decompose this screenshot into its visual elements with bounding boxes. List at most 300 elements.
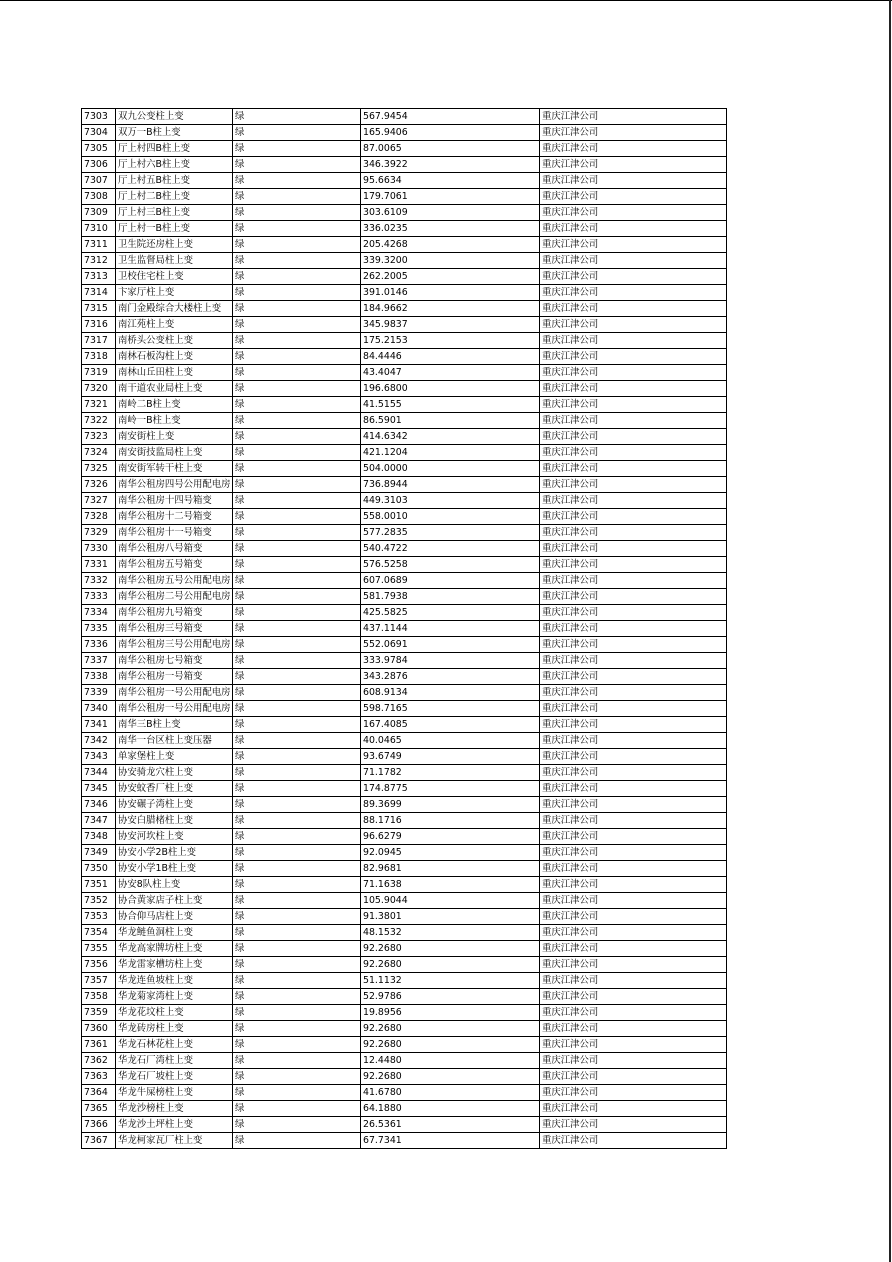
table-row (82, 829, 727, 845)
cell-company: 重庆江津公司 (540, 1053, 727, 1069)
table-row (82, 1133, 727, 1149)
cell-id: 7305 (82, 141, 116, 157)
cell-id: 7345 (82, 781, 116, 797)
cell-name: 华龙连鱼坡柱上变 (116, 973, 233, 989)
cell-company: 重庆江津公司 (540, 493, 727, 509)
cell-company: 重庆江津公司 (540, 925, 727, 941)
cell-name: 厅上村三B柱上变 (116, 205, 233, 221)
cell-company: 重庆江津公司 (540, 269, 727, 285)
cell-value: 87.0065 (361, 141, 540, 157)
cell-company: 重庆江津公司 (540, 1101, 727, 1117)
cell-id: 7308 (82, 189, 116, 205)
cell-color: 绿 (233, 141, 361, 157)
cell-id: 7334 (82, 605, 116, 621)
cell-id: 7325 (82, 461, 116, 477)
cell-value: 504.0000 (361, 461, 540, 477)
cell-id: 7339 (82, 685, 116, 701)
cell-name: 南安街技监局柱上变 (116, 445, 233, 461)
cell-name: 南桥头公变柱上变 (116, 333, 233, 349)
cell-name: 厅上村一B柱上变 (116, 221, 233, 237)
cell-value: 196.6800 (361, 381, 540, 397)
cell-color: 绿 (233, 1085, 361, 1101)
cell-value: 333.9784 (361, 653, 540, 669)
cell-company: 重庆江津公司 (540, 749, 727, 765)
cell-company: 重庆江津公司 (540, 109, 727, 125)
cell-company: 重庆江津公司 (540, 253, 727, 269)
cell-id: 7329 (82, 525, 116, 541)
cell-color: 绿 (233, 237, 361, 253)
cell-name: 协安小学1B柱上变 (116, 861, 233, 877)
page-right-border (889, 0, 891, 1262)
table-row (82, 557, 727, 573)
table-row (82, 765, 727, 781)
cell-name: 双万一B柱上变 (116, 125, 233, 141)
cell-name: 南华公租房十二号箱变 (116, 509, 233, 525)
cell-value: 91.3801 (361, 909, 540, 925)
cell-value: 51.1132 (361, 973, 540, 989)
cell-color: 绿 (233, 749, 361, 765)
cell-color: 绿 (233, 829, 361, 845)
cell-id: 7347 (82, 813, 116, 829)
cell-company: 重庆江津公司 (540, 877, 727, 893)
table-row (82, 909, 727, 925)
cell-value: 449.3103 (361, 493, 540, 509)
cell-name: 协安骑龙穴柱上变 (116, 765, 233, 781)
cell-color: 绿 (233, 605, 361, 621)
cell-value: 41.6780 (361, 1085, 540, 1101)
cell-color: 绿 (233, 669, 361, 685)
cell-value: 92.2680 (361, 941, 540, 957)
cell-id: 7309 (82, 205, 116, 221)
table-row (82, 141, 727, 157)
cell-id: 7333 (82, 589, 116, 605)
table-row (82, 125, 727, 141)
cell-value: 581.7938 (361, 589, 540, 605)
cell-value: 52.9786 (361, 989, 540, 1005)
table-row (82, 1069, 727, 1085)
cell-company: 重庆江津公司 (540, 1133, 727, 1149)
table-row (82, 669, 727, 685)
cell-color: 绿 (233, 1101, 361, 1117)
cell-name: 卫校住宅柱上变 (116, 269, 233, 285)
cell-color: 绿 (233, 365, 361, 381)
cell-value: 577.2835 (361, 525, 540, 541)
cell-color: 绿 (233, 269, 361, 285)
table-row (82, 957, 727, 973)
cell-company: 重庆江津公司 (540, 141, 727, 157)
cell-id: 7322 (82, 413, 116, 429)
cell-name: 南华公租房五号箱变 (116, 557, 233, 573)
cell-id: 7349 (82, 845, 116, 861)
cell-color: 绿 (233, 1053, 361, 1069)
cell-name: 南华公租房一号公用配电房 (116, 701, 233, 717)
table-row (82, 973, 727, 989)
cell-name: 卞家厅柱上变 (116, 285, 233, 301)
cell-value: 92.0945 (361, 845, 540, 861)
table-row (82, 685, 727, 701)
cell-company: 重庆江津公司 (540, 941, 727, 957)
cell-value: 345.9837 (361, 317, 540, 333)
cell-company: 重庆江津公司 (540, 173, 727, 189)
cell-color: 绿 (233, 125, 361, 141)
cell-id: 7303 (82, 109, 116, 125)
cell-color: 绿 (233, 477, 361, 493)
cell-company: 重庆江津公司 (540, 973, 727, 989)
cell-company: 重庆江津公司 (540, 637, 727, 653)
cell-name: 华龙柯家瓦厂柱上变 (116, 1133, 233, 1149)
cell-company: 重庆江津公司 (540, 653, 727, 669)
cell-name: 南林石板沟柱上变 (116, 349, 233, 365)
cell-name: 华龙高家牌坊柱上变 (116, 941, 233, 957)
table-row (82, 813, 727, 829)
cell-value: 552.0691 (361, 637, 540, 653)
cell-color: 绿 (233, 765, 361, 781)
cell-name: 华龙砖房柱上变 (116, 1021, 233, 1037)
cell-company: 重庆江津公司 (540, 781, 727, 797)
cell-name: 华龙雷家槽坊柱上变 (116, 957, 233, 973)
cell-company: 重庆江津公司 (540, 477, 727, 493)
cell-value: 336.0235 (361, 221, 540, 237)
cell-id: 7363 (82, 1069, 116, 1085)
cell-color: 绿 (233, 349, 361, 365)
cell-company: 重庆江津公司 (540, 861, 727, 877)
cell-id: 7343 (82, 749, 116, 765)
cell-id: 7358 (82, 989, 116, 1005)
cell-company: 重庆江津公司 (540, 605, 727, 621)
cell-id: 7304 (82, 125, 116, 141)
cell-value: 86.5901 (361, 413, 540, 429)
cell-name: 南华公租房九号箱变 (116, 605, 233, 621)
cell-id: 7353 (82, 909, 116, 925)
cell-color: 绿 (233, 317, 361, 333)
cell-id: 7328 (82, 509, 116, 525)
cell-id: 7307 (82, 173, 116, 189)
cell-name: 厅上村六B柱上变 (116, 157, 233, 173)
cell-name: 华龙菊家湾柱上变 (116, 989, 233, 1005)
cell-color: 绿 (233, 493, 361, 509)
cell-id: 7340 (82, 701, 116, 717)
cell-company: 重庆江津公司 (540, 397, 727, 413)
cell-value: 179.7061 (361, 189, 540, 205)
cell-company: 重庆江津公司 (540, 509, 727, 525)
cell-color: 绿 (233, 861, 361, 877)
cell-color: 绿 (233, 621, 361, 637)
table-row (82, 637, 727, 653)
table-row (82, 781, 727, 797)
cell-company: 重庆江津公司 (540, 573, 727, 589)
cell-value: 82.9681 (361, 861, 540, 877)
cell-color: 绿 (233, 893, 361, 909)
cell-name: 南江苑柱上变 (116, 317, 233, 333)
cell-id: 7330 (82, 541, 116, 557)
table-row (82, 429, 727, 445)
cell-name: 南华公租房三号箱变 (116, 621, 233, 637)
cell-id: 7346 (82, 797, 116, 813)
cell-company: 重庆江津公司 (540, 733, 727, 749)
cell-company: 重庆江津公司 (540, 957, 727, 973)
table-row (82, 109, 727, 125)
cell-company: 重庆江津公司 (540, 669, 727, 685)
cell-name: 南华公租房三号公用配电房 (116, 637, 233, 653)
cell-company: 重庆江津公司 (540, 429, 727, 445)
cell-name: 华龙沙榜柱上变 (116, 1101, 233, 1117)
cell-name: 南华公租房五号公用配电房 (116, 573, 233, 589)
table-row (82, 589, 727, 605)
cell-company: 重庆江津公司 (540, 701, 727, 717)
table-row (82, 541, 727, 557)
cell-company: 重庆江津公司 (540, 525, 727, 541)
cell-company: 重庆江津公司 (540, 1117, 727, 1133)
cell-color: 绿 (233, 509, 361, 525)
cell-company: 重庆江津公司 (540, 1037, 727, 1053)
cell-id: 7310 (82, 221, 116, 237)
table-row (82, 717, 727, 733)
cell-id: 7332 (82, 573, 116, 589)
cell-color: 绿 (233, 989, 361, 1005)
cell-value: 105.9044 (361, 893, 540, 909)
cell-value: 303.6109 (361, 205, 540, 221)
cell-value: 89.3699 (361, 797, 540, 813)
cell-value: 88.1716 (361, 813, 540, 829)
cell-value: 96.6279 (361, 829, 540, 845)
cell-name: 华龙石林花柱上变 (116, 1037, 233, 1053)
cell-name: 双九公变柱上变 (116, 109, 233, 125)
cell-color: 绿 (233, 781, 361, 797)
cell-name: 协安8队柱上变 (116, 877, 233, 893)
cell-color: 绿 (233, 413, 361, 429)
cell-id: 7314 (82, 285, 116, 301)
cell-company: 重庆江津公司 (540, 685, 727, 701)
table-row (82, 1053, 727, 1069)
cell-name: 协安碾子湾柱上变 (116, 797, 233, 813)
cell-company: 重庆江津公司 (540, 845, 727, 861)
table-row (82, 237, 727, 253)
cell-value: 262.2005 (361, 269, 540, 285)
table-row (82, 701, 727, 717)
table-row (82, 1117, 727, 1133)
cell-name: 南岭二B柱上变 (116, 397, 233, 413)
table-row (82, 861, 727, 877)
cell-company: 重庆江津公司 (540, 317, 727, 333)
table-row (82, 157, 727, 173)
cell-value: 41.5155 (361, 397, 540, 413)
table-row (82, 173, 727, 189)
table-row (82, 445, 727, 461)
cell-company: 重庆江津公司 (540, 333, 727, 349)
cell-value: 339.3200 (361, 253, 540, 269)
cell-value: 92.2680 (361, 1037, 540, 1053)
cell-company: 重庆江津公司 (540, 285, 727, 301)
cell-value: 84.4446 (361, 349, 540, 365)
cell-id: 7361 (82, 1037, 116, 1053)
cell-company: 重庆江津公司 (540, 541, 727, 557)
cell-id: 7359 (82, 1005, 116, 1021)
cell-color: 绿 (233, 1037, 361, 1053)
cell-color: 绿 (233, 797, 361, 813)
cell-value: 92.2680 (361, 1021, 540, 1037)
cell-value: 92.2680 (361, 1069, 540, 1085)
cell-color: 绿 (233, 845, 361, 861)
cell-id: 7320 (82, 381, 116, 397)
cell-color: 绿 (233, 733, 361, 749)
cell-name: 厅上村二B柱上变 (116, 189, 233, 205)
cell-id: 7318 (82, 349, 116, 365)
table-row (82, 269, 727, 285)
cell-name: 南华三B柱上变 (116, 717, 233, 733)
cell-name: 南华公租房四号公用配电房 (116, 477, 233, 493)
table-row (82, 1037, 727, 1053)
cell-value: 71.1782 (361, 765, 540, 781)
cell-company: 重庆江津公司 (540, 381, 727, 397)
cell-value: 437.1144 (361, 621, 540, 637)
cell-company: 重庆江津公司 (540, 557, 727, 573)
cell-company: 重庆江津公司 (540, 893, 727, 909)
cell-id: 7354 (82, 925, 116, 941)
table-row (82, 893, 727, 909)
cell-id: 7341 (82, 717, 116, 733)
cell-color: 绿 (233, 957, 361, 973)
cell-color: 绿 (233, 221, 361, 237)
cell-value: 93.6749 (361, 749, 540, 765)
cell-color: 绿 (233, 813, 361, 829)
cell-name: 南岭一B柱上变 (116, 413, 233, 429)
cell-name: 协合黄家店子柱上变 (116, 893, 233, 909)
cell-company: 重庆江津公司 (540, 989, 727, 1005)
cell-value: 425.5825 (361, 605, 540, 621)
cell-id: 7365 (82, 1101, 116, 1117)
table-row (82, 413, 727, 429)
cell-id: 7364 (82, 1085, 116, 1101)
cell-value: 92.2680 (361, 957, 540, 973)
cell-company: 重庆江津公司 (540, 125, 727, 141)
cell-company: 重庆江津公司 (540, 189, 727, 205)
cell-id: 7331 (82, 557, 116, 573)
cell-color: 绿 (233, 653, 361, 669)
cell-color: 绿 (233, 461, 361, 477)
table-row (82, 653, 727, 669)
table-row (82, 621, 727, 637)
cell-color: 绿 (233, 333, 361, 349)
table-row (82, 301, 727, 317)
cell-color: 绿 (233, 205, 361, 221)
table-row (82, 1085, 727, 1101)
cell-id: 7321 (82, 397, 116, 413)
cell-company: 重庆江津公司 (540, 461, 727, 477)
cell-name: 华龙鲢鱼洞柱上变 (116, 925, 233, 941)
cell-value: 165.9406 (361, 125, 540, 141)
table-row (82, 461, 727, 477)
cell-value: 205.4268 (361, 237, 540, 253)
cell-name: 南华一台区柱上变压器 (116, 733, 233, 749)
cell-company: 重庆江津公司 (540, 829, 727, 845)
cell-color: 绿 (233, 173, 361, 189)
cell-name: 厅上村五B柱上变 (116, 173, 233, 189)
cell-color: 绿 (233, 573, 361, 589)
cell-name: 南华公租房十四号箱变 (116, 493, 233, 509)
cell-company: 重庆江津公司 (540, 717, 727, 733)
cell-name: 单家堡柱上变 (116, 749, 233, 765)
cell-company: 重庆江津公司 (540, 221, 727, 237)
table-row (82, 317, 727, 333)
cell-value: 736.8944 (361, 477, 540, 493)
cell-id: 7367 (82, 1133, 116, 1149)
cell-id: 7351 (82, 877, 116, 893)
cell-name: 南华公租房一号箱变 (116, 669, 233, 685)
cell-value: 175.2153 (361, 333, 540, 349)
cell-name: 南华公租房七号箱变 (116, 653, 233, 669)
cell-color: 绿 (233, 941, 361, 957)
cell-value: 71.1638 (361, 877, 540, 893)
cell-color: 绿 (233, 525, 361, 541)
cell-name: 南门金殿综合大楼柱上变 (116, 301, 233, 317)
table-row (82, 605, 727, 621)
cell-id: 7344 (82, 765, 116, 781)
cell-company: 重庆江津公司 (540, 365, 727, 381)
cell-color: 绿 (233, 701, 361, 717)
cell-name: 华龙石厂坡柱上变 (116, 1069, 233, 1085)
cell-id: 7338 (82, 669, 116, 685)
cell-company: 重庆江津公司 (540, 205, 727, 221)
cell-id: 7315 (82, 301, 116, 317)
data-table (81, 108, 727, 1149)
cell-name: 华龙牛屎榜柱上变 (116, 1085, 233, 1101)
cell-value: 167.4085 (361, 717, 540, 733)
cell-value: 576.5258 (361, 557, 540, 573)
cell-color: 绿 (233, 1069, 361, 1085)
cell-id: 7352 (82, 893, 116, 909)
cell-id: 7306 (82, 157, 116, 173)
cell-id: 7350 (82, 861, 116, 877)
cell-name: 华龙沙土坪柱上变 (116, 1117, 233, 1133)
cell-id: 7362 (82, 1053, 116, 1069)
cell-color: 绿 (233, 109, 361, 125)
table-row (82, 877, 727, 893)
cell-name: 南华公租房八号箱变 (116, 541, 233, 557)
table-row (82, 221, 727, 237)
cell-color: 绿 (233, 1117, 361, 1133)
cell-company: 重庆江津公司 (540, 589, 727, 605)
cell-company: 重庆江津公司 (540, 301, 727, 317)
cell-company: 重庆江津公司 (540, 349, 727, 365)
table-row (82, 365, 727, 381)
cell-name: 厅上村四B柱上变 (116, 141, 233, 157)
cell-color: 绿 (233, 381, 361, 397)
cell-value: 174.8775 (361, 781, 540, 797)
cell-color: 绿 (233, 253, 361, 269)
cell-id: 7337 (82, 653, 116, 669)
cell-value: 26.5361 (361, 1117, 540, 1133)
cell-color: 绿 (233, 909, 361, 925)
cell-value: 414.6342 (361, 429, 540, 445)
table-row (82, 1005, 727, 1021)
cell-color: 绿 (233, 1005, 361, 1021)
cell-name: 南林山丘田柱上变 (116, 365, 233, 381)
table-row (82, 285, 727, 301)
cell-value: 43.4047 (361, 365, 540, 381)
cell-company: 重庆江津公司 (540, 157, 727, 173)
cell-company: 重庆江津公司 (540, 237, 727, 253)
cell-color: 绿 (233, 589, 361, 605)
cell-color: 绿 (233, 973, 361, 989)
cell-color: 绿 (233, 637, 361, 653)
cell-color: 绿 (233, 541, 361, 557)
cell-value: 343.2876 (361, 669, 540, 685)
cell-id: 7324 (82, 445, 116, 461)
table-row (82, 205, 727, 221)
cell-id: 7312 (82, 253, 116, 269)
table-row (82, 189, 727, 205)
cell-name: 南华公租房十一号箱变 (116, 525, 233, 541)
